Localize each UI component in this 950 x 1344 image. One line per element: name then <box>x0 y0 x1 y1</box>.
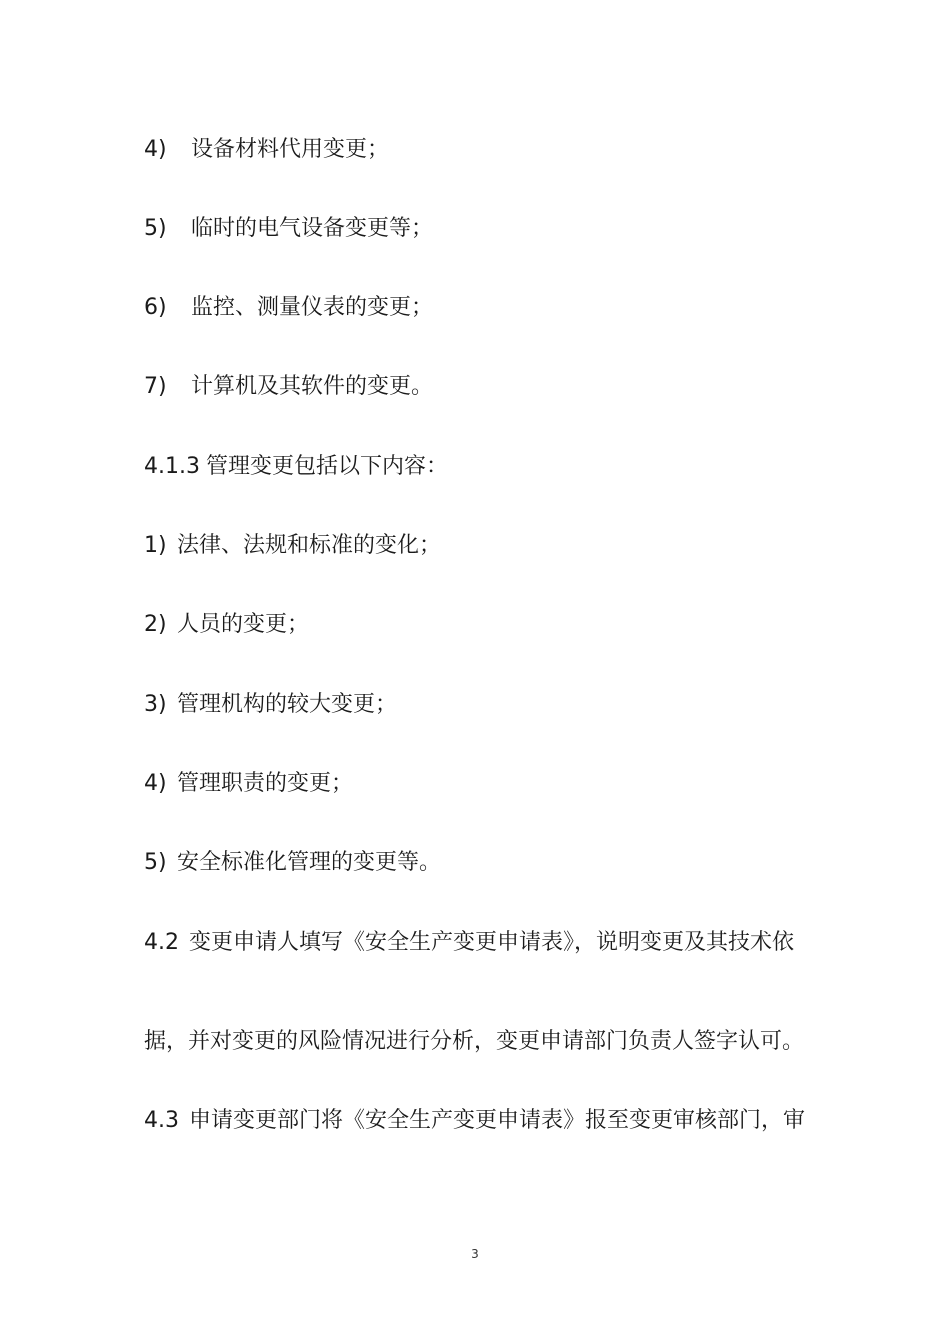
list-text: 设备材料代用变更； <box>191 137 390 162</box>
section-number: 4.3 <box>144 1108 179 1133</box>
list-text: 人员的变更； <box>177 612 310 637</box>
list-item <box>144 293 433 323</box>
section-number: 4.1.3 <box>144 454 200 479</box>
list-text: 计算机及其软件的变更。 <box>191 374 434 399</box>
list-number: 5) <box>144 850 167 875</box>
section-text: 管理变更包括以下内容： <box>206 454 449 479</box>
page-number: 3 <box>471 1247 479 1261</box>
list-text: 临时的电气设备变更等； <box>191 216 434 241</box>
section-number: 4.2 <box>144 930 179 955</box>
paragraph-text: 申请变更部门将《安全生产变更申请表》报至变更审核部门，审 <box>189 1108 806 1133</box>
paragraph-text: 据，并对变更的风险情况进行分析，变更申请部门负责人签字认可。 <box>144 1029 805 1054</box>
list-item <box>144 372 433 402</box>
list-item <box>144 214 433 244</box>
list-item <box>144 610 309 640</box>
list-number: 6) <box>144 295 167 320</box>
list-text: 监控、测量仪表的变更； <box>191 295 434 320</box>
paragraph-text: 变更申请人填写《安全生产变更申请表》，说明变更及其技术依 <box>189 930 795 955</box>
list-number: 2) <box>144 612 167 637</box>
list-number: 4) <box>144 137 167 162</box>
section-heading <box>144 452 448 482</box>
list-text: 法律、法规和标准的变化； <box>177 533 442 558</box>
paragraph-line <box>144 928 794 958</box>
list-number: 5) <box>144 216 167 241</box>
list-number: 7) <box>144 374 167 399</box>
list-item <box>144 690 397 720</box>
list-text: 安全标准化管理的变更等。 <box>177 850 442 875</box>
list-item <box>144 135 389 165</box>
list-number: 4) <box>144 771 167 796</box>
list-text: 管理职责的变更； <box>177 771 354 796</box>
list-number: 1) <box>144 533 167 558</box>
list-item <box>144 531 441 561</box>
list-text: 管理机构的较大变更； <box>177 692 398 717</box>
list-number: 3) <box>144 692 167 717</box>
paragraph-line <box>144 1027 804 1057</box>
paragraph-line <box>144 1106 805 1136</box>
list-item <box>144 769 353 799</box>
list-item <box>144 848 441 878</box>
